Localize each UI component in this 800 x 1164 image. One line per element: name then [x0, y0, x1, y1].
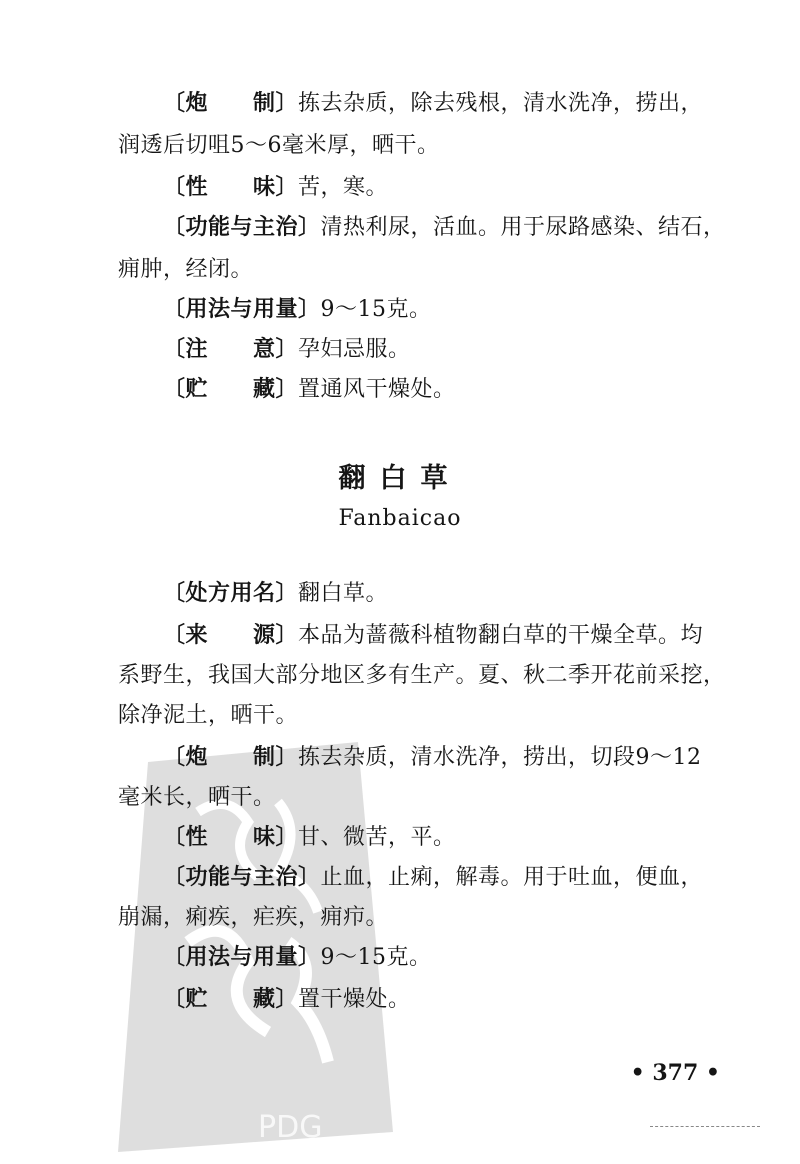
e2-processing-text2: 毫米长，晒干。	[118, 785, 276, 810]
e2-source-line3	[118, 696, 298, 736]
e2-source-line1	[163, 616, 703, 656]
e1-function-line2	[118, 250, 253, 290]
e2-dosage-label: 〔用法与用量〕	[163, 945, 321, 970]
e1-processing-text1: 拣去杂质，除去残根，清水洗净，捞出，	[298, 91, 704, 116]
e1-dosage-line	[163, 290, 432, 330]
e2-prescription-label: 〔处方用名〕	[163, 581, 299, 606]
watermark-text: PDG	[258, 1110, 323, 1145]
e2-dosage-text: 9～15克。	[320, 945, 432, 970]
e2-source-label: 〔来 源〕	[163, 623, 299, 648]
e2-function-line1	[163, 858, 703, 898]
e1-function-text1: 清热利尿，活血。用于尿路感染、结石，	[320, 215, 726, 240]
e1-taste-label: 〔性 味〕	[163, 175, 299, 200]
e2-processing-text1: 拣去杂质，清水洗净，捞出，切段9～12	[298, 745, 702, 770]
e2-source-text1: 本品为蔷薇科植物翻白草的干燥全草。均	[298, 623, 704, 648]
e1-caution-label: 〔注 意〕	[163, 337, 299, 362]
e2-function-text1: 止血，止痢，解毒。用于吐血，便血，	[320, 865, 704, 890]
e1-storage-label: 〔贮 藏〕	[163, 377, 299, 402]
entry-title: 翻白草	[338, 463, 462, 494]
e2-taste-label: 〔性 味〕	[163, 825, 299, 850]
e2-taste-text: 甘、微苦，平。	[298, 825, 456, 850]
e2-function-line2	[118, 898, 388, 938]
e1-caution-text: 孕妇忌服。	[298, 337, 411, 362]
e2-taste-line	[163, 818, 456, 858]
e2-source-text2: 系野生，我国大部分地区多有生产。夏、秋二季开花前采挖，	[118, 663, 726, 688]
e1-processing-line2	[118, 126, 440, 166]
e2-dosage-line	[163, 938, 432, 978]
e2-processing-line1	[163, 738, 702, 778]
e1-function-label: 〔功能与主治〕	[163, 215, 321, 240]
e2-source-line2	[118, 656, 726, 696]
e2-storage-label: 〔贮 藏〕	[163, 987, 299, 1012]
e1-function-line1	[163, 208, 726, 248]
e1-processing-label: 〔炮 制〕	[163, 91, 299, 116]
e2-function-label: 〔功能与主治〕	[163, 865, 321, 890]
e2-prescription-text: 翻白草。	[298, 581, 389, 606]
e1-processing-text2: 润透后切咀5～6毫米厚，晒干。	[118, 133, 440, 158]
e1-storage-line	[163, 370, 456, 410]
e2-processing-line2	[118, 778, 276, 818]
e2-prescription-line	[163, 574, 388, 614]
e2-processing-label: 〔炮 制〕	[163, 745, 299, 770]
e1-processing-line1	[163, 84, 703, 124]
e2-storage-text: 置干燥处。	[298, 987, 411, 1012]
entry-pinyin: Fanbaicao	[338, 506, 462, 531]
e2-source-text3: 除净泥土，晒干。	[118, 703, 299, 728]
e1-storage-text: 置通风干燥处。	[298, 377, 456, 402]
e1-function-text2: 痈肿，经闭。	[118, 257, 254, 282]
e1-caution-line	[163, 330, 411, 370]
page-number: • 377 •	[630, 1060, 720, 1086]
e1-taste-line	[163, 168, 388, 208]
e1-dosage-text: 9～15克。	[320, 297, 432, 322]
e1-taste-text: 苦，寒。	[298, 175, 389, 200]
e2-storage-line	[163, 980, 411, 1020]
e2-function-text2: 崩漏，痢疾，疟疾，痈疖。	[118, 905, 389, 930]
e1-dosage-label: 〔用法与用量〕	[163, 297, 321, 322]
footer-rule	[650, 1126, 760, 1127]
